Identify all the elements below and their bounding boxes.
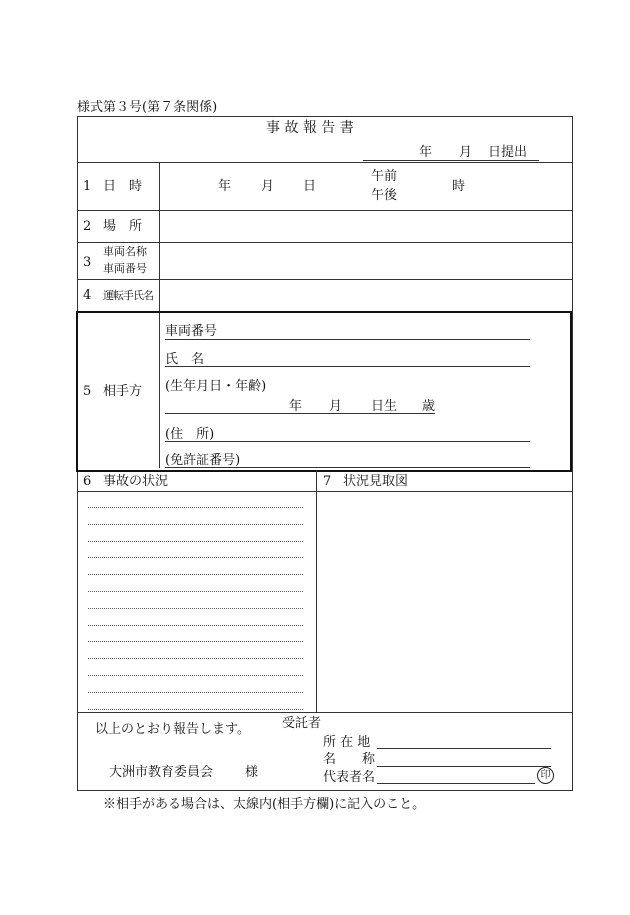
counterparty-birth-month: 月 [329,399,343,414]
dotted-line [88,658,303,659]
row-divider [77,242,572,243]
submission-date-underline [363,160,539,161]
counterparty-address-label: (住 所) [165,427,215,442]
row-4-label: 運転手氏名 [103,289,153,302]
row-5-number: 5 [83,384,92,399]
counterparty-address-line [165,441,530,442]
addressee: 大洲市教育委員会 [109,765,214,780]
row-divider [77,491,572,492]
counterparty-license-line [165,467,530,468]
counterparty-name-line [165,366,530,367]
submission-day: 日提出 [488,145,528,160]
counterparty-birth-day: 日生 [371,399,398,414]
section-7-label: 状況見取図 [343,474,409,489]
row-2-number: 2 [83,219,92,234]
date-pm: 午後 [371,188,398,203]
counterparty-vehicle-number-line [165,339,530,340]
row-3-label-vehicle-name: 車両名称 [103,245,147,258]
counterparty-age: 歳 [422,399,436,414]
dotted-line [88,675,303,676]
dotted-line [88,608,303,609]
dotted-line [88,557,303,558]
row-divider [77,210,572,211]
dotted-line [88,709,303,710]
row-divider [77,712,572,713]
form-title: 事 故 報 告 書 [266,120,354,136]
location-label: 所 在 地 [323,735,371,750]
dotted-line [88,524,303,525]
company-name-label: 名 称 [323,752,376,767]
counterparty-birth-line [165,413,435,414]
section-divider [316,470,317,712]
dotted-line [88,591,303,592]
row-3-number: 3 [83,255,92,270]
row-3-label-vehicle-number: 車両番号 [103,262,147,275]
row-divider [77,162,572,163]
row-5-label: 相手方 [103,384,143,399]
counterparty-thick-box [76,311,572,472]
dotted-line [88,574,303,575]
row-4-number: 4 [83,288,92,303]
company-name-line [377,766,551,767]
footnote: ※相手がある場合は、太線内(相手方欄)に記入のこと。 [103,797,426,812]
section-6-label: 事故の状況 [103,474,169,489]
row-2-label: 場 所 [103,219,143,234]
dotted-line [88,625,303,626]
section-7-number: 7 [323,474,332,489]
counterparty-birth-year: 年 [289,399,303,414]
section-6-number: 6 [83,474,92,489]
counterparty-birth-age-label: (生年月日・年齢) [165,379,267,394]
date-am: 午前 [371,169,398,184]
dotted-line [88,507,303,508]
trustee-label: 受託者 [282,716,322,731]
date-hour: 時 [452,179,466,194]
dotted-line [88,541,303,542]
seal-mark: 印 [537,767,554,784]
date-day: 日 [303,179,317,194]
dotted-line [88,692,303,693]
row-divider [77,279,572,280]
submission-year: 年 [419,145,433,160]
counterparty-name-label: 氏 名 [165,352,205,367]
row-1-number: 1 [83,179,92,194]
addressee-honorific: 様 [245,765,259,780]
location-line [377,748,551,749]
dotted-line [88,641,303,642]
submission-month: 月 [459,145,473,160]
date-month: 月 [261,179,275,194]
report-statement: 以上のとおり報告します。 [95,722,250,737]
counterparty-vehicle-number-label: 車両番号 [165,324,218,339]
label-column-divider [159,313,160,468]
row-1-label: 日 時 [103,179,143,194]
representative-label: 代表者名 [323,770,376,785]
label-column-divider [159,162,160,311]
counterparty-license-label: (免許証番号) [165,453,241,468]
date-year: 年 [218,179,232,194]
representative-line [377,783,535,784]
form-number: 様式第３号(第７条関係) [77,100,218,115]
